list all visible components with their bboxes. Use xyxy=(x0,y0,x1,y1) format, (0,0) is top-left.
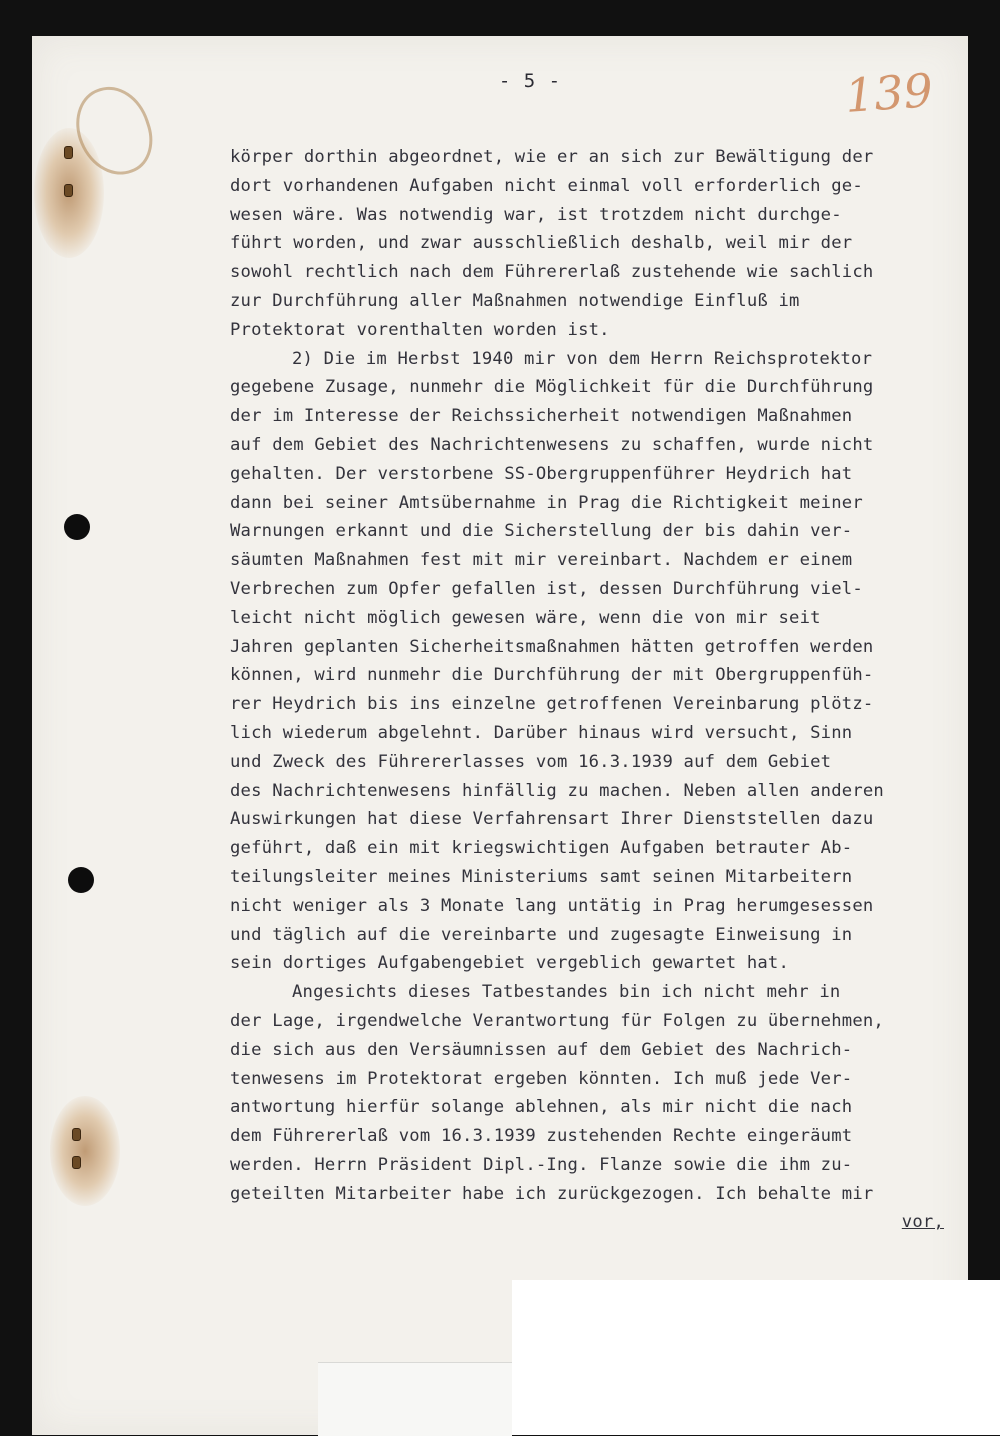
punch-hole-top xyxy=(64,514,90,540)
next-page-edge xyxy=(318,1362,512,1436)
text-line: Jahren geplanten Sicherheitsmaßnahmen hätten getroffen werden xyxy=(230,636,874,657)
text-line: körper dorthin abgeordnet, wie er an sich zur Bewältigung der xyxy=(230,147,874,167)
text-line: wesen wäre. Was notwendig war, ist trotzdem nicht durchge- xyxy=(230,204,842,225)
text-line: des Nachrichtenwesens hinfällig zu machen. Neben allen anderen xyxy=(230,780,884,801)
text-line: zur Durchführung aller Maßnahmen notwendige Einfluß im xyxy=(230,290,800,311)
scan-background-white xyxy=(512,1280,1000,1435)
text-line: gegebene Zusage, nunmehr die Möglichkeit für die Durchführung xyxy=(230,377,874,398)
staple-mark-bottom-2 xyxy=(72,1156,81,1169)
text-line: säumten Maßnahmen fest mit mir vereinbart. Nachdem er einem xyxy=(230,550,853,571)
text-line: und täglich auf die vereinbarte und zugesagte Einweisung in xyxy=(230,924,853,945)
text-line: geführt, daß ein mit kriegswichtigen Aufgaben betrauter Ab- xyxy=(230,838,853,859)
text-line: gehalten. Der verstorbene SS-Obergruppenführer Heydrich hat xyxy=(230,463,853,484)
text-line: Auswirkungen hat diese Verfahrensart Ihrer Dienststellen dazu xyxy=(230,809,874,830)
letter-body xyxy=(230,143,960,1237)
text-line-paragraph-start: 2) Die im Herbst 1940 mir von dem Herrn Reichsprotektor xyxy=(292,348,873,369)
text-line: Verbrechen zum Opfer gefallen ist, dessen Durchführung viel- xyxy=(230,578,863,599)
text-line: können, wird nunmehr die Durchführung der mit Obergruppenfüh- xyxy=(230,665,874,686)
text-line-paragraph-start: Angesichts dieses Tatbestandes bin ich nicht mehr in xyxy=(292,982,841,1003)
text-line: Protektorat vorenthalten worden ist. xyxy=(230,319,610,340)
page-number: - 5 - xyxy=(498,70,562,92)
text-line: auf dem Gebiet des Nachrichtenwesens zu schaffen, wurde nicht xyxy=(230,434,874,455)
folio-number: 139 xyxy=(843,63,935,123)
text-line: teilungsleiter meines Ministeriums samt seinen Mitarbeitern xyxy=(230,866,853,887)
text-line: Warnungen erkannt und die Sicherstellung der bis dahin ver- xyxy=(230,521,853,542)
text-line: der Lage, irgendwelche Verantwortung für Folgen zu übernehmen, xyxy=(230,1010,884,1031)
staple-mark-bottom xyxy=(72,1128,81,1141)
text-line: antwortung hierfür solange ablehnen, als mir nicht die nach xyxy=(230,1097,853,1118)
text-line: dem Führererlaß vom 16.3.1939 zustehenden Rechte eingeräumt xyxy=(230,1126,853,1147)
text-line: sein dortiges Aufgabengebiet vergeblich gewartet hat. xyxy=(230,953,790,974)
text-line: geteilten Mitarbeiter habe ich zurückgezogen. Ich behalte mir xyxy=(230,1183,874,1204)
text-line: tenwesens im Protektorat ergeben könnten. Ich muß jede Ver- xyxy=(230,1068,853,1089)
text-line: die sich aus den Versäumnissen auf dem Gebiet des Nachrich- xyxy=(230,1039,853,1060)
staple-mark-top-2 xyxy=(64,184,73,197)
text-line: führt worden, und zwar ausschließlich deshalb, weil mir der xyxy=(230,233,853,254)
text-line: dann bei seiner Amtsübernahme in Prag die Richtigkeit meiner xyxy=(230,492,863,513)
text-line: rer Heydrich bis ins einzelne getroffenen Vereinbarung plötz- xyxy=(230,694,874,715)
rust-stain-bottom xyxy=(50,1096,120,1206)
text-line: lich wiederum abgelehnt. Darüber hinaus wird versucht, Sinn xyxy=(230,722,853,743)
catchword: vor, xyxy=(901,1212,944,1233)
text-line: nicht weniger als 3 Monate lang untätig in Prag herumgesessen xyxy=(230,895,874,916)
text-line: und Zweck des Führererlasses vom 16.3.1939 auf dem Gebiet xyxy=(230,751,832,772)
text-line: der im Interesse der Reichssicherheit notwendigen Maßnahmen xyxy=(230,406,853,427)
punch-hole-bottom xyxy=(68,867,94,893)
text-line: leicht nicht möglich gewesen wäre, wenn die von mir seit xyxy=(230,607,821,628)
text-line: dort vorhandenen Aufgaben nicht einmal voll erforderlich ge- xyxy=(230,175,863,196)
staple-mark-top xyxy=(64,146,73,159)
text-line: sowohl rechtlich nach dem Führererlaß zustehende wie sachlich xyxy=(230,262,874,283)
text-line: werden. Herrn Präsident Dipl.-Ing. Flanze sowie die ihm zu- xyxy=(230,1154,853,1175)
